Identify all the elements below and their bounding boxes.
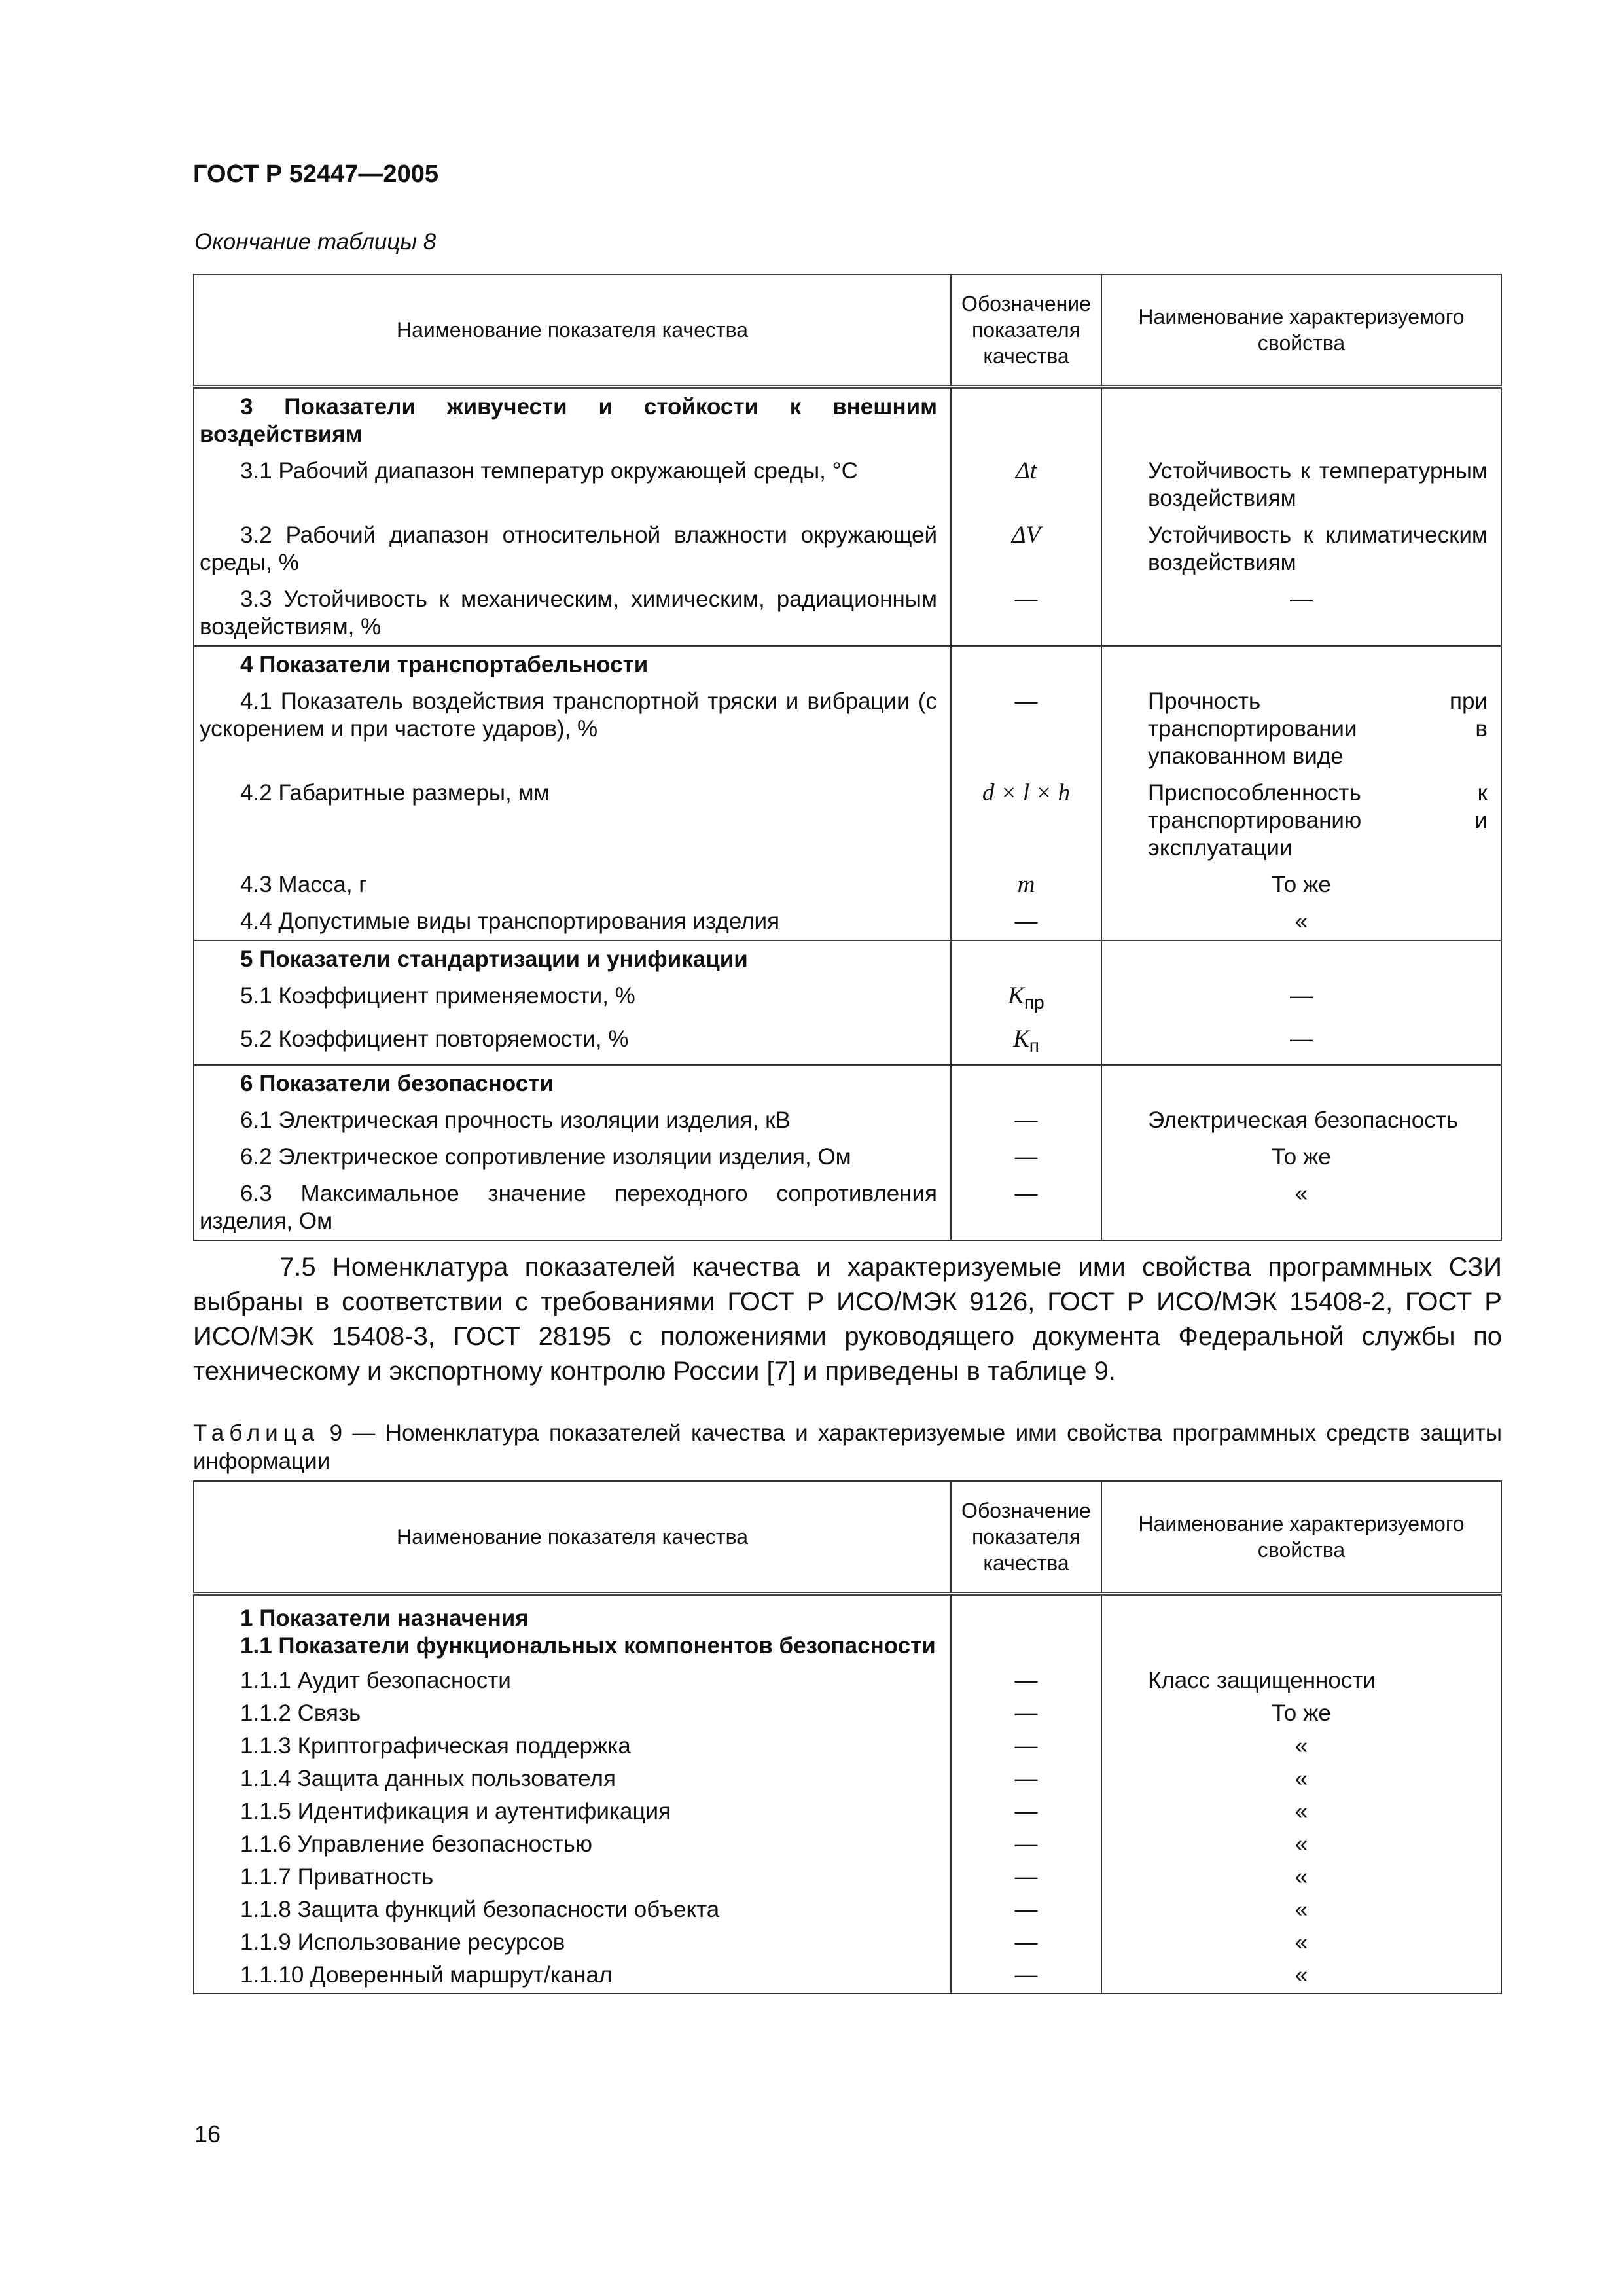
indicator-symbol: —: [1014, 1144, 1038, 1170]
table-9: [193, 1480, 1502, 1994]
table-row: [194, 1893, 1501, 1926]
indicator-name: 1.1.3 Криптографическая поддержка: [240, 1733, 631, 1759]
property-name: «: [1294, 1733, 1308, 1759]
indicator-symbol: [952, 978, 1101, 1021]
indicator-symbol: —: [1014, 689, 1038, 714]
table-row: [194, 1763, 1501, 1795]
table-row: [194, 1102, 1501, 1139]
symbol-letter: K: [1013, 1026, 1029, 1052]
group-title: 4 Показатели транспортабельности: [240, 652, 649, 677]
indicator-name: 1.1.1 Аудит безопасности: [240, 1668, 511, 1693]
indicator-symbol: —: [1014, 1107, 1038, 1133]
indicator-name: 5.2 Коэффициент повторяемости, %: [240, 1026, 629, 1052]
table-9-header-name: Наименование показателя качества: [194, 1481, 951, 1594]
table-8-group-row: [194, 1065, 1501, 1102]
group-title: 6 Показатели безопасности: [240, 1071, 554, 1096]
table-9-header-property: Наименование характеризуемого свойства: [1101, 1481, 1501, 1594]
property-name: «: [1294, 1929, 1308, 1955]
property-name: Электрическая безопасность: [1148, 1107, 1459, 1133]
property-name: То же: [1272, 1700, 1331, 1726]
indicator-symbol: —: [1014, 1668, 1038, 1693]
table-row: [194, 1795, 1501, 1828]
property-name: «: [1294, 1181, 1308, 1206]
indicator-name: 1.1.2 Связь: [240, 1700, 361, 1726]
property-name: «: [1294, 908, 1308, 934]
indicator-name: 1.1.7 Приватность: [240, 1864, 434, 1890]
table-9-caption-text: 9 — Номенклатура показателей качества и характеризуемые ими свойства программных средств защиты информации: [193, 1420, 1502, 1474]
table-9-caption-label: Таблица: [193, 1420, 320, 1446]
document-header: ГОСТ Р 52447—2005: [193, 160, 438, 188]
group-title: 1 Показатели назначения: [240, 1605, 529, 1631]
property-name: Устойчивость к температурным воздействиям: [1148, 458, 1488, 511]
indicator-symbol: —: [1014, 1962, 1038, 1988]
table-row: [194, 1664, 1501, 1697]
indicator-symbol: —: [1014, 1766, 1038, 1791]
group-title: 5 Показатели стандартизации и унификации: [240, 946, 748, 972]
symbol-subscript: пр: [1024, 992, 1044, 1013]
subgroup-title: 1.1 Показатели функциональных компонентов безопасности: [240, 1633, 936, 1659]
table-9-caption: [193, 1419, 1502, 1475]
indicator-name: 1.1.9 Использование ресурсов: [240, 1929, 565, 1955]
indicator-symbol: [952, 1021, 1101, 1064]
indicator-symbol: —: [1014, 908, 1038, 934]
indicator-name: 1.1.10 Доверенный маршрут/канал: [240, 1962, 613, 1988]
page-number: 16: [194, 2121, 221, 2147]
symbol-subscript: п: [1029, 1035, 1039, 1056]
table-row: [194, 1697, 1501, 1730]
table-9-header-symbol: Обозначение показателя качества: [951, 1481, 1101, 1594]
table-row: [194, 1926, 1501, 1959]
indicator-name: 4.3 Масса, г: [240, 872, 368, 897]
table-8-group-row: [194, 941, 1501, 978]
indicator-name: 3.3 Устойчивость к механическим, химическим, радиационным воздействиям, %: [200, 586, 937, 639]
property-name: Прочность при транспортировании в упакованном виде: [1148, 689, 1488, 769]
table-8-header-symbol: Обозначение показателя качества: [951, 274, 1101, 387]
indicator-symbol: —: [1014, 1700, 1038, 1726]
indicator-symbol: —: [1014, 1799, 1038, 1824]
indicator-name: 6.2 Электрическое сопротивление изоляции изделия, Ом: [240, 1144, 851, 1170]
property-name: «: [1294, 1962, 1308, 1988]
table-row: [194, 683, 1501, 775]
indicator-symbol: —: [1014, 1897, 1038, 1922]
paragraph-7-5: 7.5 Номенклатура показателей качества и характеризуемые ими свойства программных СЗИ выбраны в соответствии с требованиями ГОСТ Р ИСО/МЭК 9126, ГОСТ Р ИСО/МЭК 15408-2, ГОСТ Р ИСО/МЭК 15408-3, ГОСТ 28195 с положениями руководящего документа Федеральной службы по техническому и экспортному контролю России [7] и приведены в таблице 9.: [193, 1253, 1502, 1386]
table-8: [193, 274, 1502, 1241]
table-row: [194, 775, 1501, 867]
table-8-group-row: [194, 387, 1501, 453]
table-row: [194, 978, 1501, 1021]
property-name: Приспособленность к транспортированию и эксплуатации: [1148, 780, 1488, 861]
table-row: [194, 581, 1501, 646]
indicator-name: 6.1 Электрическая прочность изоляции изделия, кВ: [240, 1107, 791, 1133]
table-8-header-name: Наименование показателя качества: [194, 274, 951, 387]
indicator-symbol: —: [1014, 1733, 1038, 1759]
group-title: 3 Показатели живучести и стойкости к внешним воздействиям: [200, 394, 937, 447]
table-row: [194, 1139, 1501, 1175]
property-name: Устойчивость к климатическим воздействиям: [1148, 522, 1488, 575]
table-row: [194, 1730, 1501, 1763]
table-8-group-row: [194, 646, 1501, 683]
symbol-letter: K: [1008, 982, 1024, 1009]
indicator-symbol: —: [1014, 1929, 1038, 1955]
table-row: [194, 517, 1501, 581]
indicator-name: 1.1.5 Идентификация и аутентификация: [240, 1799, 671, 1824]
property-name: То же: [1272, 1144, 1331, 1170]
property-name: То же: [1272, 872, 1331, 897]
indicator-name: 4.1 Показатель воздействия транспортной тряски и вибрации (с ускорением и при частоте ударов), %: [200, 689, 937, 742]
indicator-name: 3.2 Рабочий диапазон относительной влажности окружающей среды, %: [200, 522, 937, 575]
indicator-name: 6.3 Максимальное значение переходного сопротивления изделия, Ом: [200, 1181, 937, 1234]
indicator-symbol: —: [1014, 586, 1038, 612]
property-name: «: [1294, 1897, 1308, 1922]
property-name: «: [1294, 1766, 1308, 1791]
indicator-symbol: —: [1014, 1831, 1038, 1857]
indicator-symbol: —: [1014, 1864, 1038, 1890]
table-row: [194, 1861, 1501, 1893]
property-name: —: [1290, 983, 1313, 1009]
indicator-symbol: ΔV: [1011, 522, 1041, 548]
table-row: [194, 1959, 1501, 1994]
table-row: [194, 867, 1501, 903]
property-name: —: [1290, 586, 1313, 612]
indicator-name: 4.2 Габаритные размеры, мм: [240, 780, 550, 806]
table-9-group-row: [194, 1594, 1501, 1632]
property-name: —: [1290, 1026, 1313, 1052]
table-8-header-property: Наименование характеризуемого свойства: [1101, 274, 1501, 387]
indicator-symbol: m: [1017, 871, 1035, 898]
indicator-name: 1.1.6 Управление безопасностью: [240, 1831, 593, 1857]
table-row: [194, 903, 1501, 941]
indicator-name: 4.4 Допустимые виды транспортирования изделия: [240, 908, 780, 934]
indicator-name: 5.1 Коэффициент применяемости, %: [240, 983, 635, 1009]
table-row: [194, 1175, 1501, 1240]
property-name: «: [1294, 1864, 1308, 1890]
indicator-symbol: d × l × h: [982, 780, 1071, 806]
table-8-caption: Окончание таблицы 8: [194, 229, 437, 255]
table-row: [194, 1828, 1501, 1861]
property-name: «: [1294, 1799, 1308, 1824]
property-name: Класс защищенности: [1148, 1668, 1376, 1693]
property-name: «: [1294, 1831, 1308, 1857]
table-9-subgroup-row: [194, 1632, 1501, 1664]
table-row: [194, 453, 1501, 517]
indicator-name: 1.1.8 Защита функций безопасности объекта: [240, 1897, 720, 1922]
table-row: [194, 1021, 1501, 1065]
indicator-name: 3.1 Рабочий диапазон температур окружающей среды, °С: [240, 458, 858, 484]
indicator-name: 1.1.4 Защита данных пользователя: [240, 1766, 616, 1791]
indicator-symbol: —: [1014, 1181, 1038, 1206]
indicator-symbol: Δt: [1016, 457, 1037, 484]
